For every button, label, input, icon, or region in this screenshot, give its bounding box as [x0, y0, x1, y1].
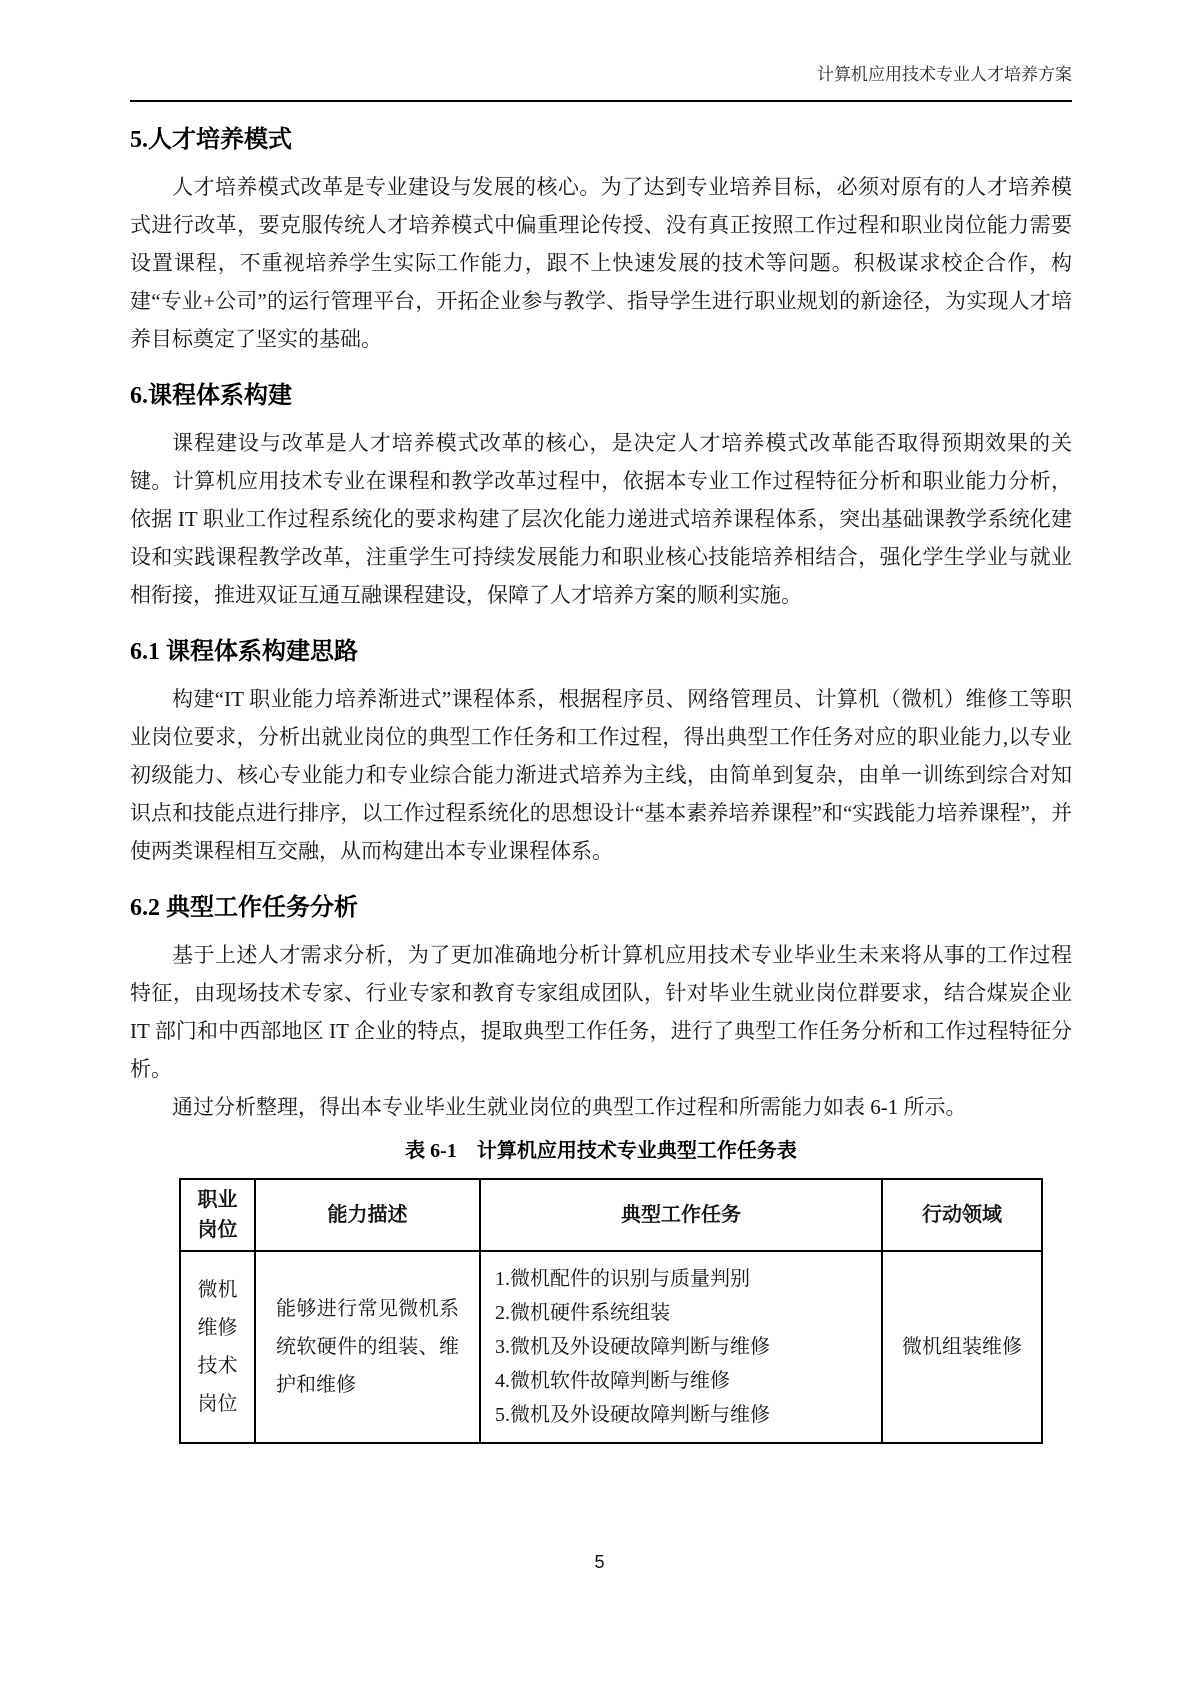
cell-job-position: 微机维修技术岗位	[180, 1251, 255, 1443]
cell-typical-tasks	[480, 1251, 882, 1443]
column-header-job-position: 职业岗位	[180, 1179, 255, 1251]
task-item-3: 3.微机及外设硬故障判断与维修	[495, 1336, 770, 1358]
task-item-1: 1.微机配件的识别与质量判别	[495, 1268, 750, 1290]
table-row	[180, 1251, 1042, 1443]
table-caption: 表 6-1 计算机应用技术专业典型工作任务表	[405, 1140, 797, 1162]
cell-ability-description: 能够进行常见微机系统软硬件的组装、维护和维修	[255, 1251, 480, 1443]
section-6-2-paragraph-1: 基于上述人才需求分析，为了更加准确地分析计算机应用技术专业毕业生未来将从事的工作过程特征，由现场技术专家、行业专家和教育专家组成团队，针对毕业生就业岗位群要求，结合煤炭企业 IT 部门和中西部地区 IT 企业的特点，提取典型工作任务，进行了典型工作任务分析和工作过程特征分析。	[130, 943, 1072, 1081]
running-header-title: 计算机应用技术专业人才培养方案	[817, 65, 1072, 84]
header-rule-divider	[130, 100, 1072, 102]
running-header	[130, 64, 1072, 86]
section-5-paragraph: 人才培养模式改革是专业建设与发展的核心。为了达到专业培养目标，必须对原有的人才培养模式进行改革，要克服传统人才培养模式中偏重理论传授、没有真正按照工作过程和职业岗位能力需要设置课程，不重视培养学生实际工作能力，跟不上快速发展的技术等问题。积极谋求校企合作，构建“专业+公司”的运行管理平台，开拓企业参与教学、指导学生进行职业规划的新途径，为实现人才培养目标奠定了坚实的基础。	[130, 175, 1072, 351]
section-heading-6-2: 6.2 典型工作任务分析	[130, 895, 358, 921]
cell-action-domain: 微机组装维修	[882, 1251, 1042, 1443]
section-heading-6: 6.课程体系构建	[130, 383, 292, 409]
typical-tasks-table	[179, 1178, 1043, 1444]
section-6-paragraph: 课程建设与改革是人才培养模式改革的核心，是决定人才培养模式改革能否取得预期效果的关键。计算机应用技术专业在课程和教学改革过程中，依据本专业工作过程特征分析和职业能力分析，依据 IT 职业工作过程系统化的要求构建了层次化能力递进式培养课程体系，突出基础课教学系统化建设和实践课程教学改革，注重学生可持续发展能力和职业核心技能培养相结合，强化学生学业与就业相衔接，推进双证互通互融课程建设，保障了人才培养方案的顺利实施。	[130, 431, 1072, 607]
page-number: 5	[594, 1552, 605, 1572]
table-header-row	[180, 1179, 1042, 1251]
section-heading-6-1: 6.1 课程体系构建思路	[130, 639, 358, 665]
column-header-typical-tasks: 典型工作任务	[480, 1179, 882, 1251]
task-item-5: 5.微机及外设硬故障判断与维修	[495, 1404, 770, 1426]
task-item-4: 4.微机软件故障判断与维修	[495, 1370, 730, 1392]
section-6-1-paragraph: 构建“IT 职业能力培养渐进式”课程体系，根据程序员、网络管理员、计算机（微机）维修工等职业岗位要求，分析出就业岗位的典型工作任务和工作过程，得出典型工作任务对应的职业能力,以专业初级能力、核心专业能力和专业综合能力渐进式培养为主线，由简单到复杂，由单一训练到综合对知识点和技能点进行排序，以工作过程系统化的思想设计“基本素养培养课程”和“实践能力培养课程”，并使两类课程相互交融，从而构建出本专业课程体系。	[130, 687, 1072, 863]
section-6-2-paragraph-2: 通过分析整理，得出本专业毕业生就业岗位的典型工作过程和所需能力如表 6-1 所示。	[172, 1095, 967, 1119]
section-heading-5: 5.人才培养模式	[130, 127, 292, 153]
task-item-2: 2.微机硬件系统组装	[495, 1302, 670, 1324]
column-header-action-domain: 行动领域	[882, 1179, 1042, 1251]
column-header-ability-description: 能力描述	[255, 1179, 480, 1251]
